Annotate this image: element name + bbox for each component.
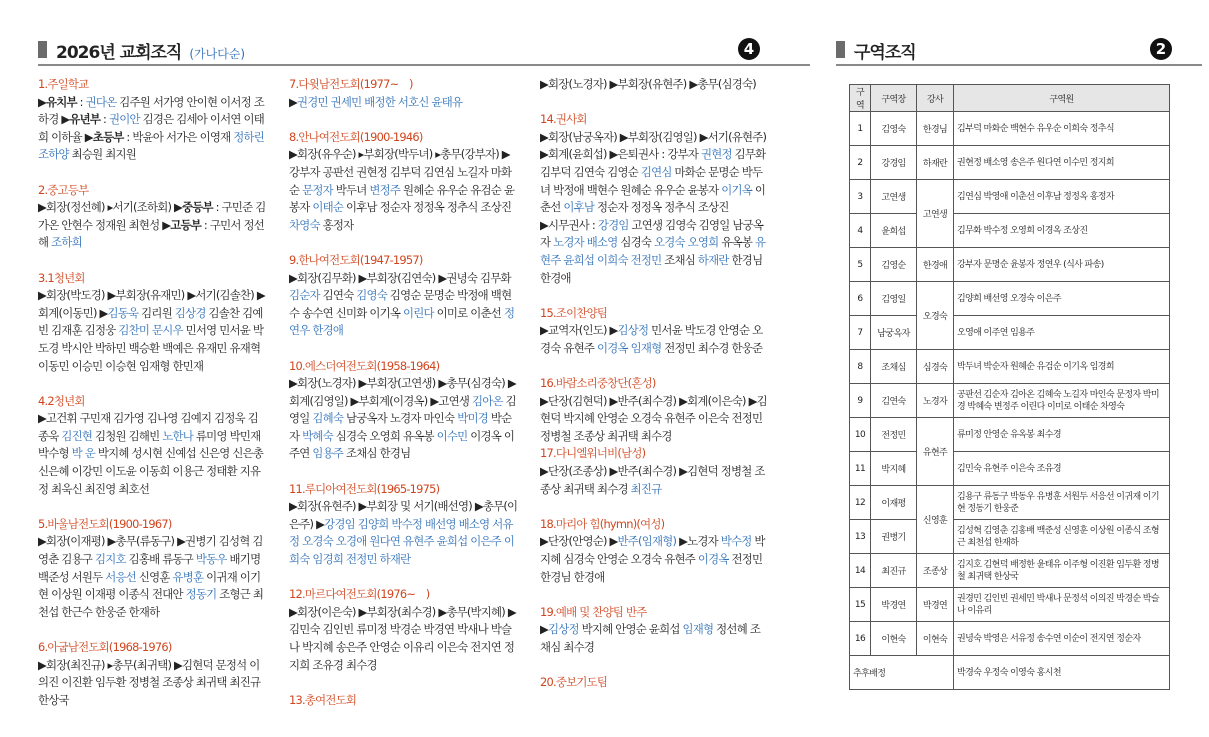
district-leader: 남궁옥자 (871, 316, 917, 350)
district-number: 14 (850, 554, 871, 588)
district-leader: 강경임 (871, 146, 917, 180)
text-run: 고연생 김영숙 김영일 남궁옥자 (540, 217, 764, 250)
highlighted-name: 이후남 (563, 200, 595, 215)
highlighted-name: 김순자 (289, 288, 320, 303)
highlighted-name: 노한나 (162, 428, 194, 443)
left-page-number: 4 (738, 38, 760, 60)
left-page-title: 2026년 교회조직 (가나다순) (56, 43, 246, 63)
text-run: 김리원 (138, 305, 175, 320)
district-number: 10 (850, 418, 871, 452)
text-run: : 구민서 정선해 (38, 217, 265, 250)
highlighted-name: 차영숙 (289, 217, 320, 232)
footer-members: 박경숙 우정숙 이영숙 홍시천 (954, 656, 1170, 690)
text-run: 조채심 한경님 (343, 446, 411, 461)
district-teacher: 조종상 (917, 554, 954, 588)
header-members: 구역원 (954, 85, 1170, 112)
highlighted-name: 박동우 (195, 552, 227, 567)
text-run: ▶시무권사 : (540, 217, 598, 232)
table-row (850, 248, 1170, 282)
section-body (540, 463, 770, 498)
text-run: 김영일 (289, 393, 516, 426)
section (38, 393, 268, 499)
text-run: ▶노경자 (676, 534, 721, 549)
section-title: 3.1청년회 (38, 270, 85, 285)
district-leader: 전정민 (871, 418, 917, 452)
highlighted-name: 이경옥 (697, 552, 729, 567)
section (540, 445, 770, 498)
left-page-header (38, 38, 768, 64)
section-body (289, 498, 519, 568)
text-run: 김주원 서가영 안이현 이서정 조하경 ▶ (38, 94, 265, 127)
text-run: : (76, 94, 86, 109)
highlighted-name: 김혜숙 (312, 411, 344, 426)
highlighted-name: 최진규 (630, 481, 662, 496)
right-page-title: 구역조직 (854, 43, 916, 63)
text-run: 최승원 최지원 (68, 147, 137, 162)
text-run: ▶회장(노경자) ▶부회장(유현주) ▶총무(심경숙) (540, 77, 756, 91)
section-body (289, 146, 519, 234)
title-marker (38, 41, 47, 58)
highlighted-name: 임용주 (312, 446, 344, 461)
highlighted-name: 박수정 (720, 534, 752, 549)
text-run: 홍정자 (319, 217, 354, 232)
text-run: : (100, 112, 109, 127)
text-run: 김홍배 류동구 (125, 552, 196, 567)
district-members: 김양희 배선영 오경숙 이은주 (954, 282, 1170, 316)
text-run: 원혜순 유우순 유검순 윤봉자 (289, 182, 515, 215)
district-members: 권경민 김인빈 권세민 박새나 문정석 이의진 박경순 박슬나 이유리 (954, 588, 1170, 622)
section (289, 129, 519, 235)
text-run: 전정민 최수경 한웅준 (661, 340, 763, 355)
section-body (540, 129, 770, 287)
group-label: 유년부 (69, 112, 101, 127)
group-label: 중등부 (182, 200, 213, 215)
text-run: 정선혜 조채심 최수경 (540, 622, 761, 654)
column-2 (289, 76, 519, 709)
district-leader: 박경연 (871, 588, 917, 622)
highlighted-name: 김찬미 문시우 (118, 323, 183, 338)
district-teacher: 오경숙 (917, 282, 954, 350)
district-leader: 이현숙 (871, 622, 917, 656)
text-run: ▶회장(유우순) ▸부회장(박두녀) ▸총무(강부자) ▶강부자 공판선 권현정 김부덕 김연심 노길자 마화순 (289, 147, 512, 197)
highlighted-name: 변정주 (369, 182, 401, 197)
text-run: ▶ (289, 94, 298, 109)
section (540, 76, 770, 94)
text-run: 조채심 (661, 252, 698, 267)
highlighted-name: 정연우 한경애 (289, 305, 515, 338)
text-run: ▶고건휘 구민재 김가영 김나영 김예지 김정욱 김종욱 (38, 411, 259, 443)
text-run: : 구민준 김가온 안현수 정재원 최현성 ▶ (38, 200, 266, 232)
district-leader: 이재평 (871, 486, 917, 520)
section-body (289, 270, 519, 340)
district-leader: 김영숙 (871, 112, 917, 146)
text-run: ▶교역자(인도) ▶ (540, 323, 618, 338)
highlighted-name: 김아온 (471, 393, 503, 408)
text-run: 유옥봉 (718, 235, 755, 250)
text-run: 박지혜 안영순 윤희섭 (578, 622, 683, 637)
district-teacher: 한경님 (917, 112, 954, 146)
group-label: 고등부 (170, 217, 202, 232)
highlighted-name: 박미경 (457, 411, 488, 426)
table-header-row (850, 85, 1170, 112)
district-leader: 김영일 (871, 282, 917, 316)
text-run: 김영순 문명순 박정애 백현수 송수연 신미화 이기옥 (289, 288, 512, 320)
highlighted-name: 이린다 (403, 305, 434, 320)
table-row (850, 282, 1170, 316)
text-run: 류미영 박민재 박수형 (38, 428, 261, 461)
highlighted-name: 이경옥 임재형 (597, 340, 662, 355)
district-members: 김연심 박영애 이춘선 이후남 정정옥 홍정자 (954, 180, 1170, 214)
text-run: : 박윤아 서가은 이영재 (123, 129, 234, 144)
district-members: 류미정 안영순 유옥봉 최수경 (954, 418, 1170, 452)
text-run: 이귀재 이기현 이상원 이재평 이종식 전대안 (38, 569, 261, 602)
section-body (289, 94, 519, 112)
text-run: 박두녀 (332, 182, 370, 197)
district-number: 4 (850, 214, 871, 248)
section-title: 11.루디아여전도회(1965-1975) (289, 481, 440, 496)
text-run: 김경은 김세아 이서연 이태희 이하율 ▶ (38, 112, 265, 144)
highlighted-name: 김영숙 (356, 288, 388, 303)
district-members: 공판선 김순자 김아온 김혜숙 노길자 마인숙 문정자 박미경 박혜숙 변정주 이린다 이미로 이태순 차영숙 (954, 384, 1170, 418)
text-run: ▶회장(노경자) ▶부회장(고연생) ▶총무(심경숙) ▶회계(김영일) ▶부회계(이경옥) ▶고연생 (289, 376, 516, 408)
district-leader: 김영순 (871, 248, 917, 282)
district-number: 7 (850, 316, 871, 350)
highlighted-name: 김상정 (548, 622, 579, 637)
district-number: 5 (850, 248, 871, 282)
district-number: 3 (850, 180, 871, 214)
section-title: 7.다윗남전도회(1977~ ) (289, 77, 413, 91)
section-title: 16.바람소리중창단(혼성) (540, 376, 656, 391)
highlighted-name: 권현정 (701, 147, 732, 162)
text-run: 전정민 한경님 한경애 (540, 552, 763, 584)
text-run: ▶회장(김무화) ▶부회장(김연숙) ▶권녕숙 김무화 (289, 270, 511, 285)
text-run: 민서윤 박도경 안영순 오경숙 유현주 (540, 323, 763, 355)
table-footer-row (850, 656, 1170, 690)
district-number: 16 (850, 622, 871, 656)
right-page-header (836, 38, 1196, 64)
district-teacher: 하재란 (917, 146, 954, 180)
text-run: 남궁옥자 노경자 마인숙 (343, 411, 458, 426)
section (289, 481, 519, 569)
section (289, 692, 519, 710)
section-title: 15.조이찬양팀 (540, 305, 608, 320)
text-run: 심경숙 (617, 235, 655, 250)
district-number: 13 (850, 520, 871, 554)
highlighted-name: 임재형 (682, 622, 714, 637)
district-members: 권현정 배소영 송은주 원다연 이수민 정지희 (954, 146, 1170, 180)
section-title: 6.아굽남전도회(1968-1976) (38, 640, 172, 654)
highlighted-name: 강경임 김양희 박수정 배선영 배소영 서유정 오경숙 오경애 원다연 유현주 윤희섭 이은주 이희숙 임경희 전정민 하재란 (289, 516, 515, 567)
section-body (540, 322, 770, 357)
text-run: 배기명 백준성 서원두 (38, 552, 261, 584)
highlighted-name: 노경자 배소영 (553, 235, 618, 250)
district-teacher: 유현주 (917, 418, 954, 486)
district-members: 박두녀 박순자 원혜순 유검순 이기옥 임경희 (954, 350, 1170, 384)
text-run: ▶회장(이재평) ▶총무(류동구) ▶권병기 김성혁 김영춘 김용구 (38, 534, 263, 567)
text-run: ▶단장(김현덕) ▶반주(최수경) ▶회계(이은숙) ▶김현덕 박지혜 안영순 오경숙 유현주 이은숙 전정민 정병철 조종상 최귀택 최수경 (540, 393, 767, 443)
district-members: 강부자 문명순 윤봉자 정연우 (식사 파송) (954, 248, 1170, 282)
table-row (850, 316, 1170, 350)
section (38, 76, 268, 164)
group-label: 유치부 (46, 94, 77, 109)
text-run: ▶회장(최진규) ▸총무(최귀택) ▶김현덕 문정석 이의진 이진환 임두환 정병철 조종상 최귀택 최진규 한상국 (38, 657, 261, 707)
highlighted-name: 조하희 (51, 235, 82, 250)
table-row (850, 486, 1170, 520)
title-marker (836, 41, 845, 58)
highlighted-name: 유병훈 (172, 569, 204, 584)
text-run: ▶단장(안영순) ▶ (540, 534, 618, 549)
text-run: 박지혜 성시현 신예섭 신은영 신은총 신은혜 이강민 이도윤 이동희 이용근 정태환 지유정 최욱신 최진영 최호선 (38, 446, 264, 496)
district-number: 15 (850, 588, 871, 622)
district-members: 권녕숙 박영은 서유정 송수연 이순이 전지연 정순자 (954, 622, 1170, 656)
section-title: 12.마르다여전도회(1976~ ) (289, 587, 430, 602)
district-number: 9 (850, 384, 871, 418)
section (38, 639, 268, 709)
column-3 (540, 76, 770, 692)
district-leader: 윤희섭 (871, 214, 917, 248)
table-row (850, 554, 1170, 588)
section (540, 604, 770, 657)
text-run: 민서영 민서윤 박도경 박시안 박하민 백승환 백예은 유재민 유재혁 이동민 이승민 이승현 임재형 한민재 (38, 323, 264, 373)
section-body (38, 533, 268, 621)
section-body (289, 375, 519, 463)
section-title: 4.2청년회 (38, 393, 85, 408)
section (540, 111, 770, 287)
district-number: 2 (850, 146, 871, 180)
table-row (850, 588, 1170, 622)
district-number: 12 (850, 486, 871, 520)
highlighted-name: 김연심 (640, 164, 672, 179)
table-row (850, 112, 1170, 146)
district-table (849, 84, 1170, 690)
group-label: 초등부 (92, 129, 124, 144)
highlighted-name: 하재란 (697, 252, 729, 267)
district-teacher: 노경자 (917, 384, 954, 418)
highlighted-name: 김동욱 (107, 305, 139, 320)
district-teacher: 고연생 (917, 180, 954, 248)
right-header-rule (836, 64, 1202, 66)
section (289, 76, 519, 111)
highlighted-name: 서응선 (105, 569, 137, 584)
text-run: 박지혜 심경숙 안영순 오경숙 유현주 (540, 534, 765, 567)
text-run: ▶회장(이은숙) ▶부회장(최수경) ▶총무(박지혜) ▶김민숙 김인빈 류미정 박경순 박경연 박새나 박슬나 박지혜 송은주 안영순 이유리 이은숙 전지연 정지희 조유경 최수경 (289, 604, 516, 672)
table-row (850, 180, 1170, 214)
footer-label: 추후배정 (850, 656, 954, 690)
section-title: 9.한나여전도회(1947-1957) (289, 252, 423, 267)
section (540, 674, 770, 692)
text-run: ▶회장(유현주) ▶부회장 및 서기(배선영) ▶총무(이은주) ▶ (289, 499, 518, 531)
highlighted-name: 권다온 (85, 94, 117, 109)
highlighted-name: 이기옥 (721, 182, 753, 197)
highlighted-name: 문정자 (302, 182, 333, 197)
section-title: 19.예배 및 찬양팀 반주 (540, 604, 647, 619)
district-leader: 최진규 (871, 554, 917, 588)
district-teacher: 신영훈 (917, 486, 954, 554)
text-run: ▶단장(조종상) ▶반주(최수경) ▶김현덕 정병철 조종상 최귀택 최수경 (540, 464, 765, 496)
section (38, 516, 268, 622)
district-number: 1 (850, 112, 871, 146)
district-leader: 고연생 (871, 180, 917, 214)
section (289, 358, 519, 464)
district-leader: 조채심 (871, 350, 917, 384)
section (540, 305, 770, 358)
right-page-number: 2 (1150, 38, 1172, 60)
district-teacher: 심경숙 (917, 350, 954, 384)
section-title: 10.에스더여전도회(1958-1964) (289, 358, 440, 373)
highlighted-name: 박 운 (71, 446, 96, 461)
highlighted-name: 강경임 (597, 217, 629, 232)
section-body (540, 621, 770, 656)
highlighted-name: 유현주 윤희섭 이희숙 전정민 (540, 235, 766, 267)
district-teacher: 박경연 (917, 588, 954, 622)
header-district: 구역 (850, 85, 871, 112)
table-row (850, 418, 1170, 452)
section-title: 2.중고등부 (38, 182, 89, 197)
section-body (38, 287, 268, 375)
text-run: 이경옥 이주연 (289, 428, 515, 461)
district-members: 김지호 김현덕 배정한 윤태유 이주형 이진환 임두환 정병철 최귀택 한상국 (954, 554, 1170, 588)
text-run: 정순자 정정옥 정추식 조상진 (594, 200, 729, 215)
text-run: 김청원 김해빈 (92, 428, 163, 443)
highlighted-name: 김지호 (95, 552, 126, 567)
section-title: 20.중보기도팀 (540, 675, 608, 690)
text-run: 박순자 (289, 411, 512, 443)
district-leader: 권병기 (871, 520, 917, 554)
header-teacher: 강사 (917, 85, 954, 112)
table-row (850, 384, 1170, 418)
text-run: ▶ (38, 94, 47, 109)
section-title: 14.권사회 (540, 112, 587, 127)
text-run: 김솔찬 김예빈 김재훈 김정웅 (38, 305, 263, 338)
text-run: ▶회장(남궁옥자) ▶부회장(김영일) ▶서기(유현주) ▶회계(윤희섭) ▶은퇴권사 : 강부자 (540, 129, 767, 162)
column-1 (38, 76, 268, 709)
district-leader: 박지혜 (871, 452, 917, 486)
district-number: 6 (850, 282, 871, 316)
highlighted-name: 김진현 (61, 428, 93, 443)
highlighted-name: 오경숙 오영희 (654, 235, 719, 250)
district-teacher: 이현숙 (917, 622, 954, 656)
highlighted-name: 박혜숙 (302, 428, 333, 443)
text-run: 신영훈 (136, 569, 173, 584)
district-members: 김용구 류동구 박동우 유병훈 서원두 서응선 이귀재 이기현 정동기 한웅준 (954, 486, 1170, 520)
section (540, 516, 770, 586)
highlighted-name: 이수민 (436, 428, 468, 443)
section-body (38, 410, 268, 498)
section-title: 13.총여전도회 (289, 692, 357, 707)
section-title: 5.바울남전도회(1900-1967) (38, 516, 172, 531)
text-run: 김무화 김부덕 김연숙 김영순 (540, 147, 766, 179)
section (289, 586, 519, 674)
highlighted-name: 권이안 (109, 112, 140, 127)
text-run: 한경님 한경애 (540, 252, 763, 285)
text-run: 마화순 문명순 박두녀 박정애 백현수 원혜순 유우순 윤봉자 (540, 164, 763, 197)
district-members: 김부덕 마화순 백현수 유우순 이희숙 정추식 (954, 112, 1170, 146)
district-leader: 김연숙 (871, 384, 917, 418)
text-run: 이춘선 (540, 182, 766, 215)
table-row (850, 452, 1170, 486)
section (540, 375, 770, 445)
district-number: 8 (850, 350, 871, 384)
table-row (850, 350, 1170, 384)
section-body (289, 604, 519, 674)
left-header-rule (38, 64, 810, 66)
text-run: ▶회장(박도경) ▶부회장(유재민) ▶서기(김솔찬) ▶회계(이동민) ▶ (38, 288, 265, 320)
section-body (38, 94, 268, 164)
highlighted-name: 반주(임재형) (617, 534, 677, 549)
text-run: 심경숙 오영희 유옥봉 (332, 428, 437, 443)
table-row (850, 520, 1170, 554)
district-members: 김민숙 유현주 이은숙 조유경 (954, 452, 1170, 486)
highlighted-name: 김상정 (617, 323, 649, 338)
left-page-subtitle: (가나다순) (189, 47, 246, 61)
text-run: 이미로 이춘선 (433, 305, 504, 320)
section-body (540, 393, 770, 446)
table-row (850, 146, 1170, 180)
district-members: 김성혁 김영춘 김홍배 백준성 신영훈 이상원 이종식 조형근 최천섭 한재하 (954, 520, 1170, 554)
district-members: 김무화 박수정 오영희 이경옥 조상진 (954, 214, 1170, 248)
table-row (850, 214, 1170, 248)
table-row (850, 622, 1170, 656)
section-body (38, 657, 268, 710)
highlighted-name: 김상경 (174, 305, 206, 320)
section-title: 18.마리아 힘(hymn)(여성) (540, 516, 665, 531)
text-run: ▶회장(정선혜) ▸서기(조하회) ▶ (38, 200, 183, 215)
text-run: 김연숙 (319, 288, 357, 303)
section (289, 252, 519, 340)
district-number: 11 (850, 452, 871, 486)
text-run: 이후남 정순자 정정옥 정추식 조상진 (343, 200, 512, 215)
section (38, 182, 268, 252)
district-members: 오영애 이주연 임용주 (954, 316, 1170, 350)
highlighted-name: 정하린 조하양 (38, 129, 265, 162)
text-run: ▶ (540, 622, 549, 637)
highlighted-name: 권경민 권세민 배정한 서호신 윤태유 (297, 94, 463, 109)
section (38, 270, 268, 376)
section-body (540, 533, 770, 586)
section-title: 17.다니엘워너비(남성) (540, 446, 646, 461)
section-title: 1.주일학교 (38, 77, 89, 91)
header-leader: 구역장 (871, 85, 917, 112)
section-title: 8.안나여전도회(1900-1946) (289, 129, 423, 144)
highlighted-name: 정동기 (185, 587, 217, 602)
district-teacher: 한경애 (917, 248, 954, 282)
text-run: 조형근 최천섭 한근수 한웅준 한재하 (38, 587, 264, 619)
section-body (38, 199, 268, 252)
section-body (540, 76, 770, 94)
highlighted-name: 이태순 (312, 200, 344, 215)
